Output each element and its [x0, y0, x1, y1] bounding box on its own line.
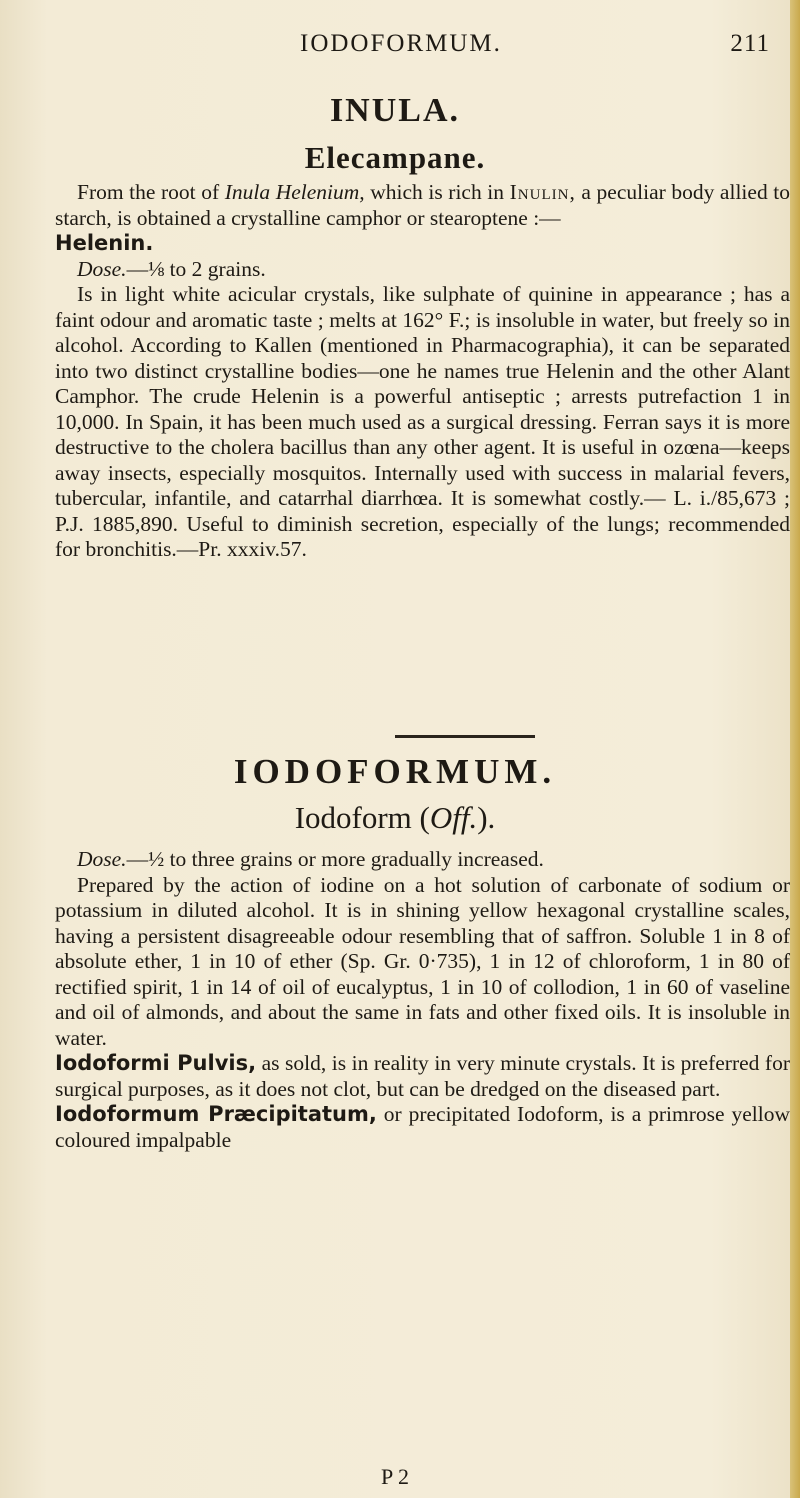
inula-subtitle: Elecampane.	[304, 140, 486, 175]
iodoform-body: Prepared by the action of iodine on a hot solution of carbonate of sodium or potassium in diluted alcohol. It is in shining yellow hexagonal crystalline scales, having a persistent disagreeable odour resembling that of saffron. Soluble 1 in 8 of absolute ether, 1 in 10 of ether (Sp. Gr. 0·735), 1 in 12 of chloroform, 1 in 80 of rectified spirit, 1 in 14 of oil of eucalyptus, 1 in 10 of collodion, 1 in 60 of vaseline and oil of almonds, and about the same in fats and other fixed oils. It is insoluble in water.	[55, 872, 790, 1050]
helenin-body: Is in light white acicular crystals, like sulphate of quinine in appearance ; has a faint odour and aromatic taste ; melts at 162° F.; is insoluble in water, but freely so in alcohol. According to Kallen (mentioned in Pharmacographia), it can be separated into two distinct crystalline bodies—one he names true Helenin and the other Alant Camphor. The crude Helenin is a powerful antiseptic ; arrests putrefaction 1 in 10,000. In Spain, it has been much used as a surgical dressing. Ferran says it is more destructive to the cholera bacillus than any other agent. It is useful in ozœna—keeps away insects, especially mosquitos. Internally used with success in malarial fevers, tubercular, infantile, and catarrhal diarrhœa. It is somewhat costly.— L. i./85,673 ; P.J. 1885,890. Useful to diminish secretion, especially of the lungs; recommended for bronchitis.—Pr. xxxiv.57.	[55, 282, 790, 561]
signature-mark: P 2	[381, 1464, 409, 1489]
running-head	[300, 30, 770, 58]
page-number: 211	[730, 30, 770, 57]
inula-title: INULA.	[329, 92, 461, 129]
gilt-page-edge	[790, 0, 800, 1498]
section-divider	[395, 735, 535, 738]
iodoformum-title: IODOFORMUM.	[233, 752, 557, 791]
iodoformum-praecipitatum: Iodoformum Præcipitatum, or precipitated Iodoform, is a primrose yellow coloured impalpable	[55, 1102, 790, 1152]
inula-intro: From the root of Inula Helenium, which is rich in Inulin, a peculiar body allied to starch, is obtained a crystalline camphor or stearoptene :—	[55, 180, 790, 230]
iodoform-dose: Dose.—½ to three grains or more gradually increased.	[77, 847, 544, 871]
iodoformum-subtitle: Iodoform (Off.).	[294, 800, 496, 835]
helenin-heading: Helenin.	[55, 231, 154, 255]
running-head-title: IODOFORMUM.	[300, 30, 502, 57]
helenin-dose: Dose.—⅛ to 2 grains.	[77, 256, 266, 281]
iodoformum-section	[55, 847, 790, 1153]
iodoformi-pulvis: Iodoformi Pulvis, as sold, is in reality in very minute crystals. It is preferred for surgical purposes, as it does not clot, but can be dredged on the diseased part.	[55, 1051, 791, 1101]
inula-section	[55, 180, 790, 563]
